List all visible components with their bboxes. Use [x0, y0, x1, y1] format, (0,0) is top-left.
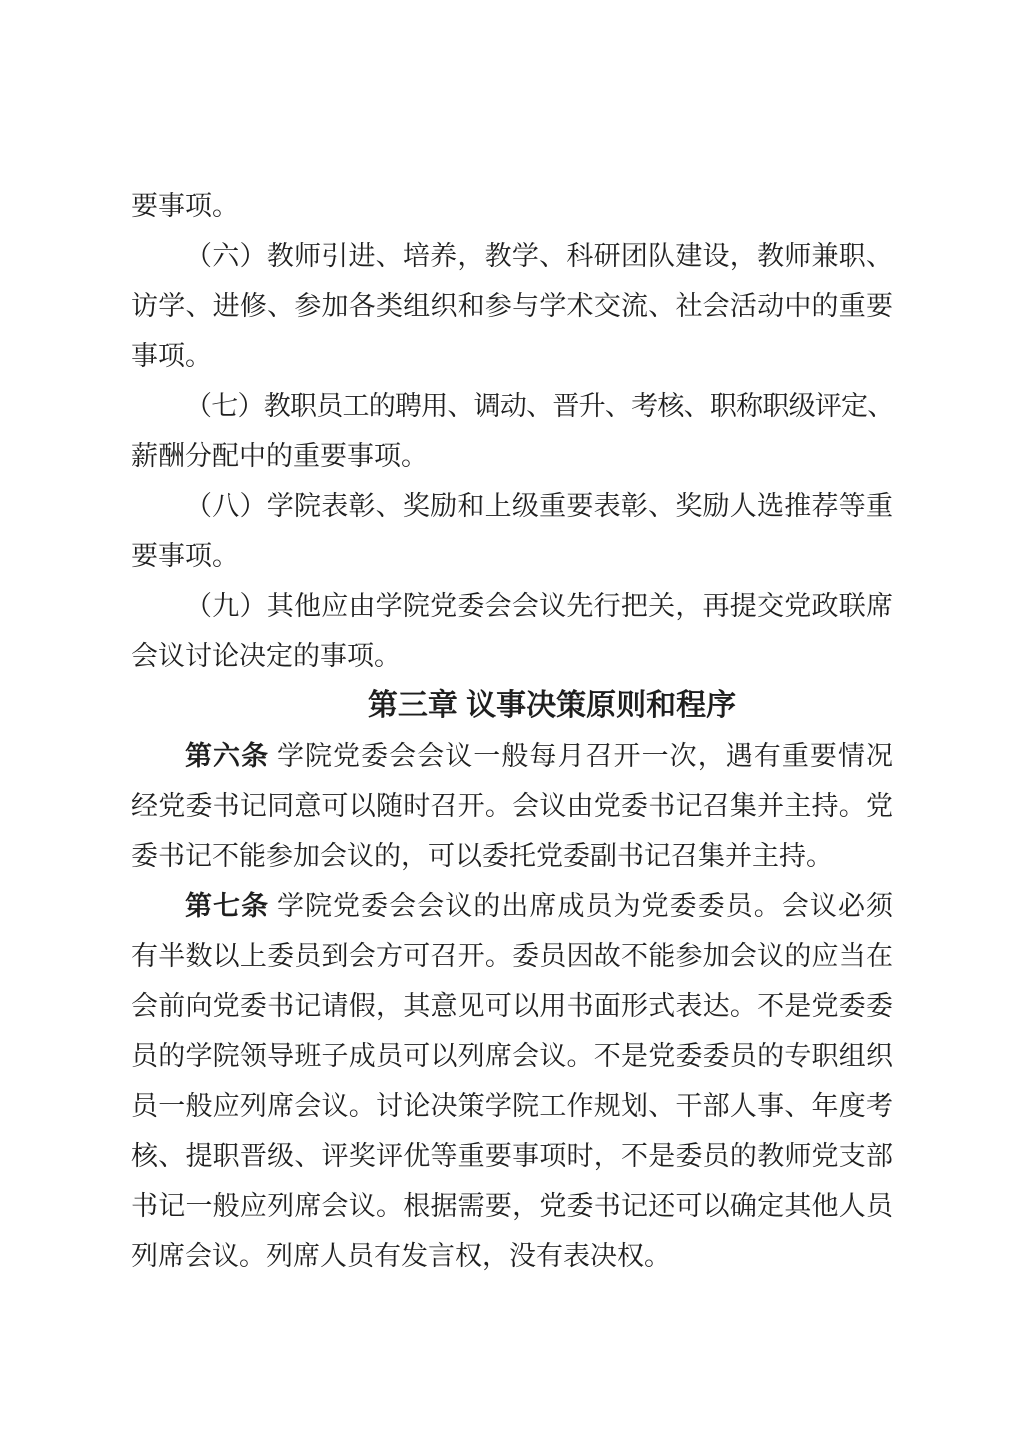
- text-line: 委书记不能参加会议的，可以委托党委副书记召集并主持。: [131, 841, 833, 871]
- text-line: （七）教职员工的聘用、调动、晋升、考核、职称职级评定、: [185, 391, 893, 421]
- text-line: 第六条 学院党委会会议一般每月召开一次，遇有重要情况: [185, 741, 894, 771]
- text-line: 会前向党委书记请假，其意见可以用书面形式表达。不是党委委: [131, 991, 893, 1021]
- text-line: 员的学院领导班子成员可以列席会议。不是党委委员的专职组织: [131, 1041, 893, 1071]
- text-line: （六）教师引进、培养，教学、科研团队建设，教师兼职、: [185, 241, 893, 271]
- article-number: 第七条: [185, 891, 270, 921]
- text-line: 访学、进修、参加各类组织和参与学术交流、社会活动中的重要: [131, 291, 893, 321]
- text-line: 经党委书记同意可以随时召开。会议由党委书记召集并主持。党: [131, 791, 893, 821]
- text-line: 员一般应列席会议。讨论决策学院工作规划、干部人事、年度考: [131, 1091, 893, 1121]
- article-number: 第六条: [185, 741, 270, 771]
- text-line: 要事项。: [131, 191, 239, 221]
- text-line: （九）其他应由学院党委会会议先行把关，再提交党政联席: [185, 591, 893, 621]
- document-body: [131, 181, 893, 1281]
- text-line: 书记一般应列席会议。根据需要，党委书记还可以确定其他人员: [131, 1191, 893, 1221]
- text-line: 薪酬分配中的重要事项。: [131, 441, 428, 471]
- text-line: 事项。: [131, 341, 212, 371]
- text-line: 有半数以上委员到会方可召开。委员因故不能参加会议的应当在: [131, 941, 893, 971]
- text-line: 第七条 学院党委会会议的出席成员为党委委员。会议必须: [185, 891, 894, 921]
- text-line: （八）学院表彰、奖励和上级重要表彰、奖励人选推荐等重: [185, 491, 893, 521]
- text-line: 会议讨论决定的事项。: [131, 641, 401, 671]
- chapter-heading: 第三章 议事决策原则和程序: [367, 689, 737, 722]
- text-line: 核、提职晋级、评奖评优等重要事项时，不是委员的教师党支部: [131, 1141, 893, 1171]
- text-line: 要事项。: [131, 541, 239, 571]
- text-line: 列席会议。列席人员有发言权，没有表决权。: [131, 1241, 671, 1271]
